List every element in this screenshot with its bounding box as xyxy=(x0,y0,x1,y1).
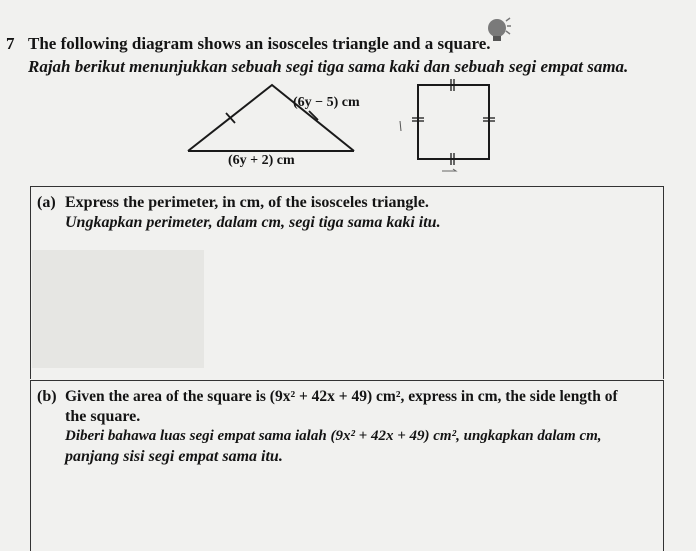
question-number: 7 xyxy=(6,34,15,53)
part-b-text-malay-line2: panjang sisi segi empat sama itu. xyxy=(65,448,283,465)
part-a-label: (a) xyxy=(37,194,56,211)
part-b-text-malay-line1: Diberi bahawa luas segi empat sama ialah (9x² + 42x + 49) cm², ungkapkan dalam cm, xyxy=(65,428,602,444)
part-a-answer-box xyxy=(30,186,664,379)
triangle-side-label: (6y − 5) cm xyxy=(293,95,360,110)
part-b-label: (b) xyxy=(37,388,57,405)
part-a-text-english: Express the perimeter, in cm, of the isosceles triangle. xyxy=(65,194,429,211)
part-b-answer-box xyxy=(30,380,664,551)
part-a-text-malay: Ungkapkan perimeter, dalam cm, segi tiga sama kaki itu. xyxy=(65,214,441,231)
question-title-malay: Rajah berikut menunjukkan sebuah segi tiga sama kaki dan sebuah segi empat sama. xyxy=(28,57,629,76)
square xyxy=(400,79,495,171)
question-title-english: The following diagram shows an isosceles triangle and a square. xyxy=(28,34,491,53)
triangle-base-label: (6y + 2) cm xyxy=(228,153,295,168)
part-b-text-english-line2: the square. xyxy=(65,408,141,425)
part-b-text-english-line1: Given the area of the square is (9x² + 42x + 49) cm², express in cm, the side length of xyxy=(65,388,618,405)
